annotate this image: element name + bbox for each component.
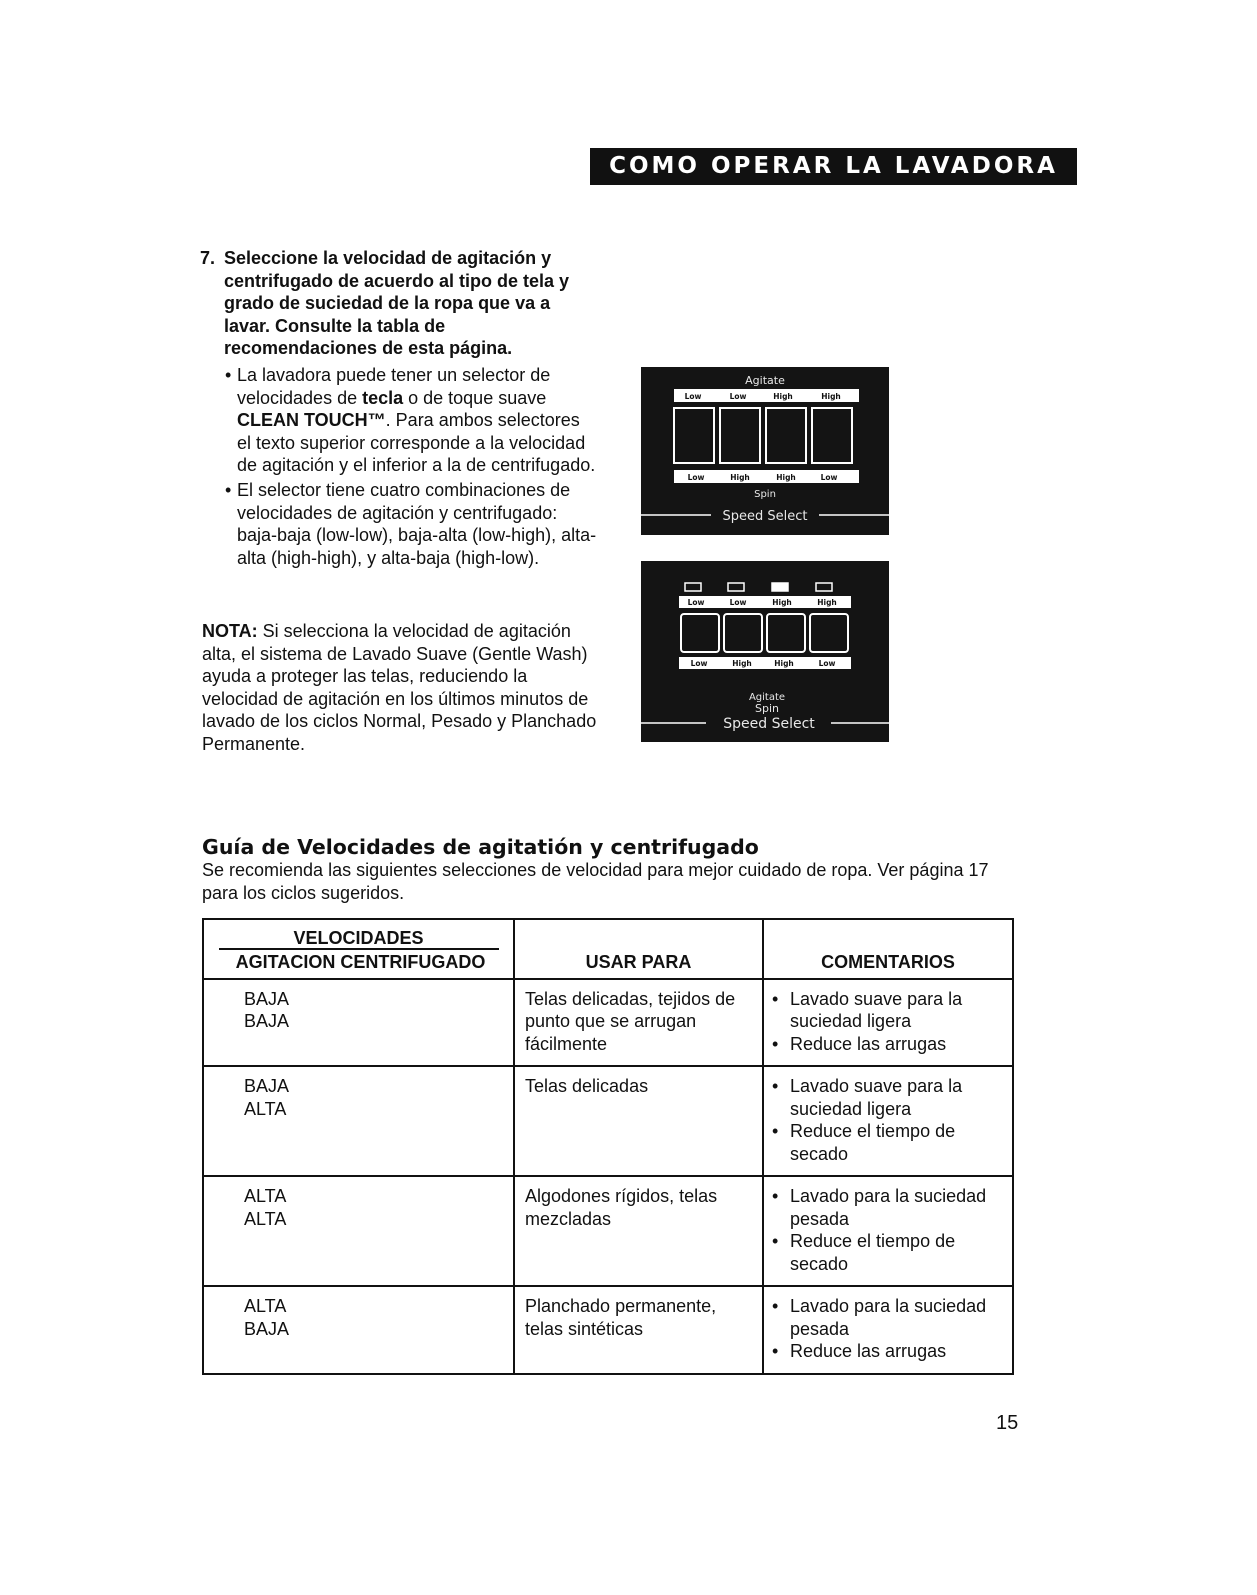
key-bottom-label-2: High (730, 473, 750, 482)
note (202, 620, 597, 756)
key-top-label-4: High (821, 392, 841, 401)
usar-cell: Planchado permanente, telas sintéticas (514, 1286, 763, 1374)
guide-intro: Se recomienda las siguientes selecciones de velocidad para mejor cuidado de ropa. Ver página 17 para los ciclos sugeridos. (202, 860, 989, 903)
step-text: Seleccione la velocidad de agitación y centrifugado de acuerdo al tipo de tela y grado de suciedad de la ropa que va a lavar. Consulte la tabla de recomendaciones de esta página. (224, 248, 570, 358)
key-bottom-label-1: Low (687, 473, 705, 482)
touch-bottom-label-1: Low (690, 659, 708, 668)
touch-pad-2[interactable] (724, 614, 762, 652)
speed-select-label: Speed Select (722, 509, 808, 524)
speed-guide-table (202, 918, 1014, 1375)
step-7 (200, 247, 600, 360)
bullet-icon: • (225, 365, 232, 385)
bullet-icon: • (225, 479, 232, 500)
touch-top-label-4: High (817, 598, 837, 607)
agitate-label: Agitate (748, 692, 786, 703)
guide-title: Guía de Velocidades de agitatión y centrifugado (202, 835, 759, 859)
indicator-light-3 (772, 583, 788, 591)
touch-bottom-label-3: High (774, 659, 794, 668)
usar-cell: Telas delicadas (514, 1066, 763, 1176)
comment-item: • Reduce las arrugas (770, 1033, 1006, 1056)
key-top-label-1: Low (684, 392, 702, 401)
speed-key-4[interactable] (812, 408, 852, 463)
comments-cell (763, 1176, 1013, 1286)
key-top-label-2: Low (729, 392, 747, 401)
comment-item: • Lavado suave para la suciedad ligera (770, 988, 1006, 1033)
table-row (203, 1066, 1013, 1176)
touch-bottom-label-2: High (732, 659, 752, 668)
touch-bottom-label-4: Low (818, 659, 836, 668)
section-header: COMO OPERAR LA LAVADORA (590, 148, 1077, 185)
comments-cell (763, 979, 1013, 1067)
comments-cell (763, 1066, 1013, 1176)
touch-top-label-2: Low (729, 598, 747, 607)
comment-item: • Reduce el tiempo de secado (770, 1230, 1006, 1275)
key-top-label-3: High (773, 392, 793, 401)
comment-item: • Reduce las arrugas (770, 1340, 1006, 1363)
key-speed-selector-panel (641, 367, 889, 535)
bullet-selector-types: • La lavadora puede tener un selector de velocidades de tecla o de toque suave CLEAN TOUCH™. Para ambos selectores el texto superior corresponde a la velocidad de agitación y el inferior a la de centrifugado. (225, 365, 596, 476)
table-row (203, 1176, 1013, 1286)
comment-item: • Reduce el tiempo de secado (770, 1120, 1006, 1165)
speed-key-1[interactable] (674, 408, 714, 463)
indicator-light-2 (728, 583, 744, 591)
speed-cell: ALTAALTA (203, 1176, 514, 1286)
touch-pad-3[interactable] (767, 614, 805, 652)
header-comentarios: COMENTARIOS (763, 919, 1013, 979)
table-header-row (203, 919, 1013, 979)
bullet-combinations: • El selector tiene cuatro combinaciones de velocidades de agitación y centrifugado: baja-baja (low-low), baja-alta (low-high), alta-alta (high-high), y alta-baja (high-low). (225, 479, 597, 568)
comment-item: • Lavado para la suciedad pesada (770, 1185, 1006, 1230)
bold-clean-touch: CLEAN TOUCH™ (237, 410, 386, 431)
speed-key-2[interactable] (720, 408, 760, 463)
comments-cell (763, 1286, 1013, 1374)
page-number: 15 (996, 1412, 1019, 1434)
indicator-light-4 (816, 583, 832, 591)
key-bottom-label-4: Low (820, 473, 838, 482)
header-velocidades (203, 919, 514, 979)
comment-item: • Lavado suave para la suciedad ligera (770, 1075, 1006, 1120)
comment-item: • Lavado para la suciedad pesada (770, 1295, 1006, 1340)
usar-cell: Telas delicadas, tejidos de punto que se arrugan fácilmente (514, 979, 763, 1067)
indicator-light-1 (685, 583, 701, 591)
table-row (203, 979, 1013, 1067)
spin-label: Spin (754, 489, 776, 500)
header-centrifugado: CENTRIFUGADO (340, 952, 486, 972)
speed-cell: BAJABAJA (203, 979, 514, 1067)
table-row (203, 1286, 1013, 1374)
agitate-label: Agitate (745, 374, 785, 387)
usar-cell: Algodones rígidos, telas mezcladas (514, 1176, 763, 1286)
speed-cell: ALTABAJA (203, 1286, 514, 1374)
touch-speed-selector-panel (641, 561, 889, 742)
note-text: Si selecciona la velocidad de agitación alta, el sistema de Lavado Suave (Gentle Wash) ayuda a proteger las telas, reduciendo la velocidad de agitación en los últimos minutos de lavado de los ciclos Normal, Pesado y Planchado Permanente. (202, 621, 597, 754)
header-velocidades-label: VELOCIDADES (219, 928, 499, 950)
speed-key-3[interactable] (766, 408, 806, 463)
speed-cell: BAJAALTA (203, 1066, 514, 1176)
key-bottom-label-3: High (776, 473, 796, 482)
step-number: 7. (200, 248, 216, 268)
header-usar-para: USAR PARA (514, 919, 763, 979)
touch-top-label-3: High (772, 598, 792, 607)
spin-label: Spin (755, 702, 779, 715)
speed-select-label: Speed Select (723, 716, 815, 732)
header-agitacion: AGITACION (235, 952, 336, 972)
bold-tecla: tecla (362, 387, 404, 408)
touch-pad-1[interactable] (681, 614, 719, 652)
note-label: NOTA: (202, 621, 258, 641)
bullet-list (225, 364, 597, 571)
touch-pad-4[interactable] (810, 614, 848, 652)
touch-top-label-1: Low (687, 598, 705, 607)
